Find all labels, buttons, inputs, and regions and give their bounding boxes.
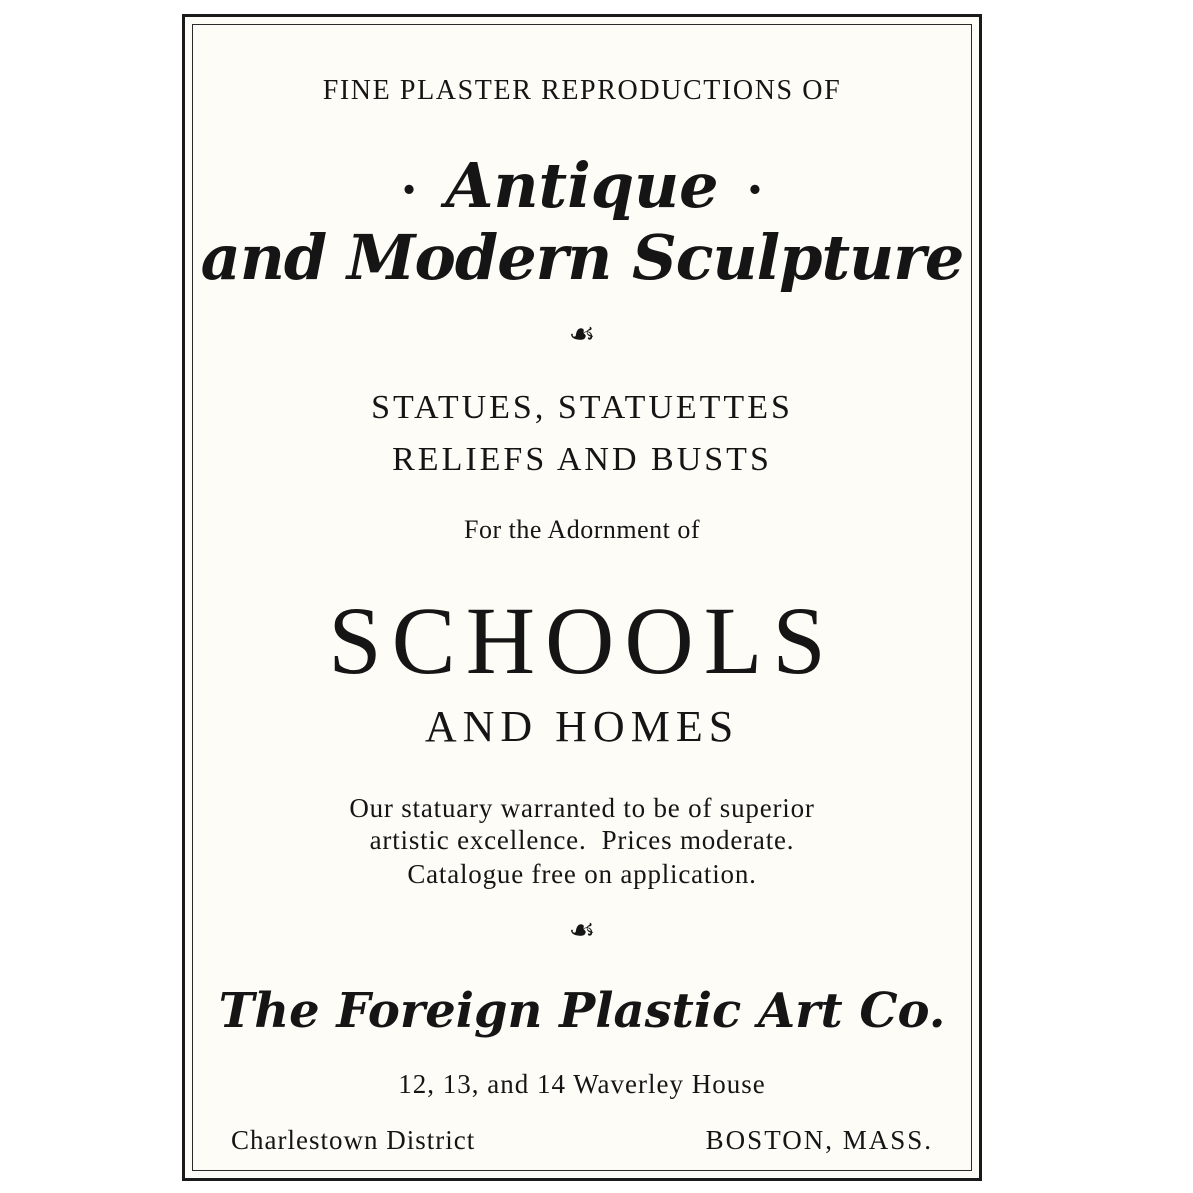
fleuron-ornament-icon: ☙ — [568, 317, 596, 352]
products-line-1: STATUES, STATUETTES — [371, 389, 793, 426]
location-row — [231, 1125, 933, 1156]
title-antique: Antique — [445, 149, 719, 222]
fleuron-ornament-icon: ☙ — [568, 913, 596, 948]
products-line-2: RELIEFS AND BUSTS — [392, 441, 772, 478]
body-line-2: artistic excellence. Prices moderate. — [369, 825, 795, 855]
headline-top: FINE PLASTER REPRODUCTIONS OF — [322, 75, 842, 106]
bullet-right: • — [746, 176, 764, 206]
bullet-left: • — [400, 176, 418, 206]
district: Charlestown District — [231, 1125, 476, 1155]
company-name: The Foreign Plastic Art Co. — [218, 983, 946, 1039]
body-line-1: Our statuary warranted to be of superior — [349, 793, 815, 823]
body-line-3: Catalogue free on application. — [407, 859, 757, 889]
title-line-2: and Modern Sculpture — [200, 221, 964, 294]
title-line-1 — [185, 149, 979, 222]
purpose-line: For the Adornment of — [463, 515, 701, 544]
homes-heading: AND HOMES — [424, 702, 740, 751]
address-line: 12, 13, and 14 Waverley House — [398, 1069, 766, 1099]
schools-heading: SCHOOLS — [328, 587, 836, 694]
advertisement-frame — [182, 14, 982, 1181]
city: BOSTON, MASS. — [705, 1125, 933, 1155]
